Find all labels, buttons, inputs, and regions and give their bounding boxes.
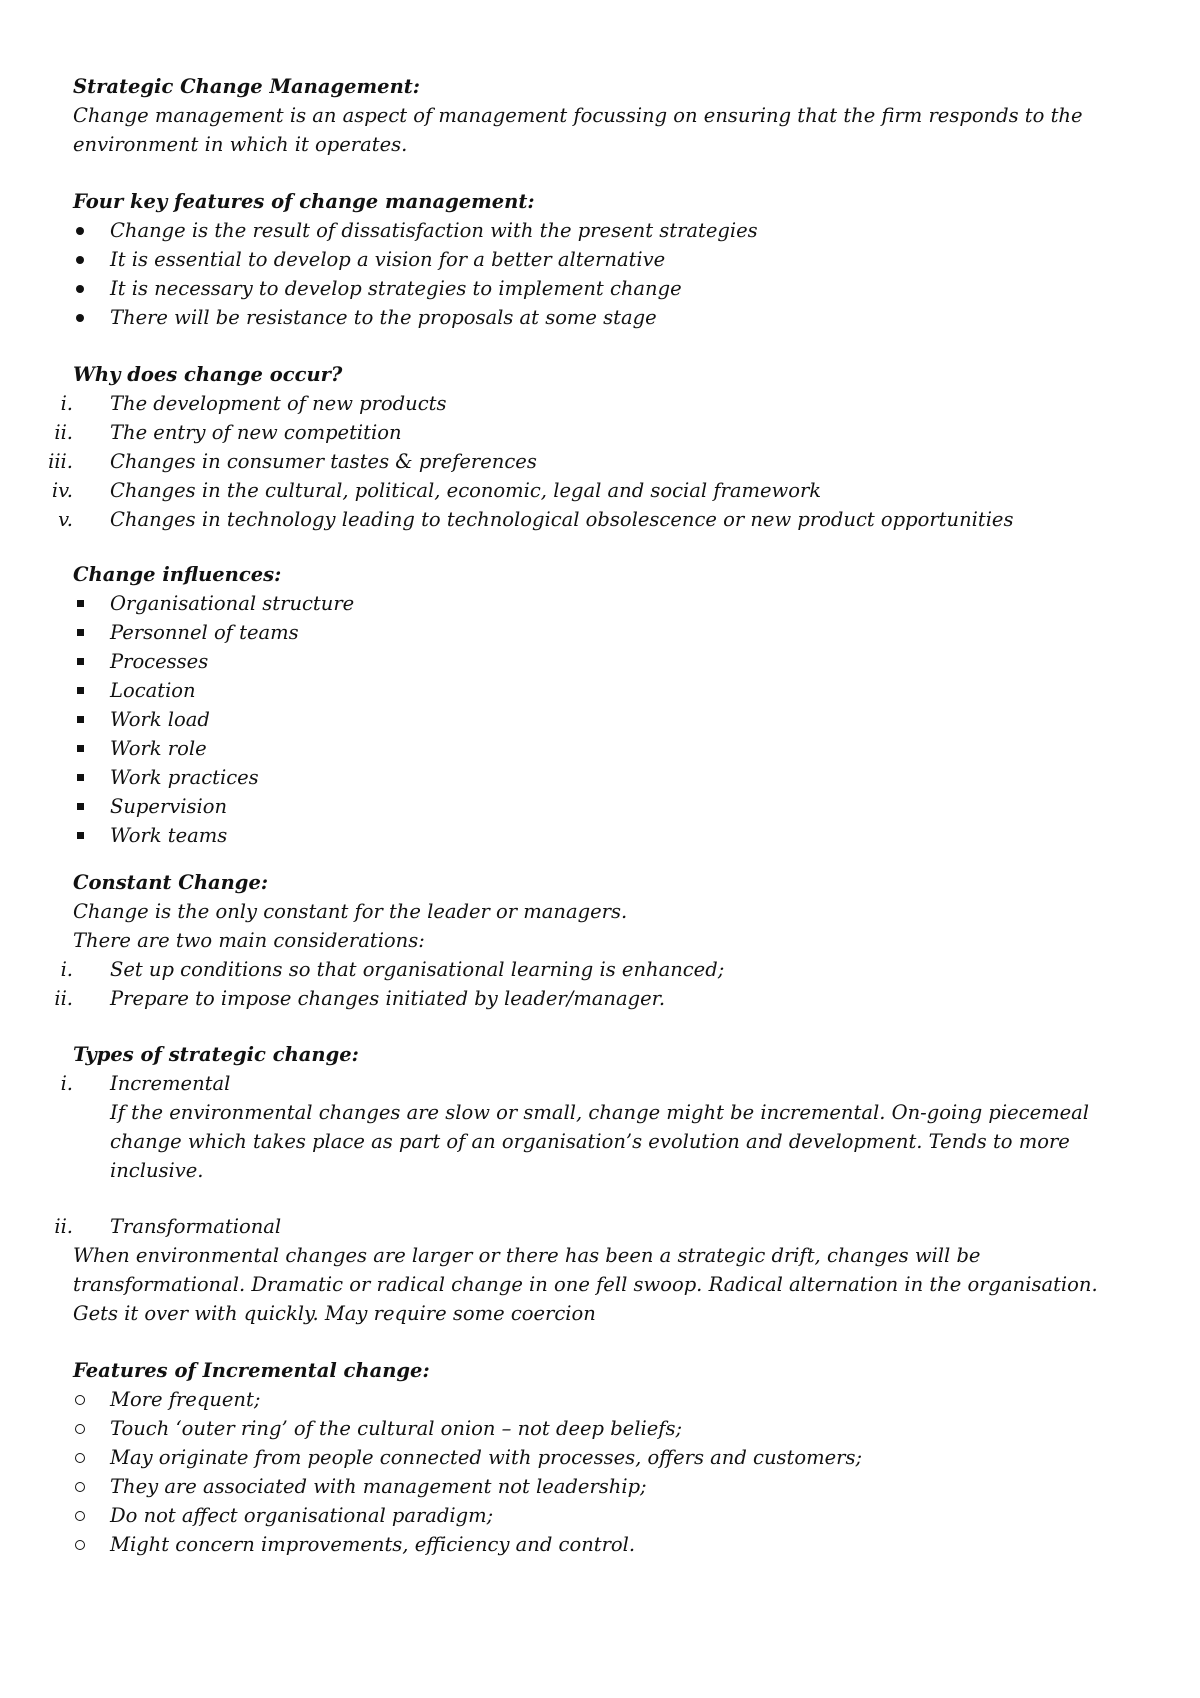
paragraph-line: Change is the only constant for the leader or managers.: [73, 900, 628, 923]
section-constant-change: [0, 868, 1200, 1013]
section-strategic-change-management: [0, 72, 1200, 159]
paragraph-line: If the environmental changes are slow or small, change might be incremental. On-going piecemeal: [110, 1101, 1090, 1124]
numbered-item: [0, 984, 1200, 1013]
paragraph-line: When environmental changes are larger or there has been a strategic drift, changes will be: [73, 1244, 981, 1267]
bullet-item: [0, 216, 1200, 245]
roman-numeral: ii.: [54, 987, 73, 1010]
bullet-item: [0, 1501, 1200, 1530]
section-transformational: [0, 1212, 1200, 1328]
bullet-text: Work load: [110, 708, 210, 731]
bullet-text: Work practices: [110, 766, 259, 789]
bullet-text: Change is the result of dissatisfaction with the present strategies: [110, 219, 758, 242]
numbered-item: [0, 1069, 1200, 1098]
square-bullet-icon: [77, 745, 84, 752]
section-change-influences: [0, 560, 1200, 850]
section-heading: Features of Incremental change:: [73, 1359, 430, 1382]
paragraph-line: Change management is an aspect of management focussing on ensuring that the firm responds to the: [73, 104, 1083, 127]
section-four-key-features: [0, 187, 1200, 332]
bullet-item: [0, 1414, 1200, 1443]
bullet-item: [0, 618, 1200, 647]
circle-bullet-icon: [75, 1511, 85, 1521]
bullet-item: [0, 1530, 1200, 1559]
bullet-dot-icon: [76, 285, 84, 293]
roman-numeral: i.: [60, 1072, 73, 1095]
numbered-text: Transformational: [110, 1215, 282, 1238]
roman-numeral: v.: [58, 508, 73, 531]
bullet-dot-icon: [76, 256, 84, 264]
circle-bullet-icon: [75, 1453, 85, 1463]
square-bullet-icon: [77, 716, 84, 723]
numbered-text: Incremental: [110, 1072, 231, 1095]
bullet-text: More frequent;: [110, 1388, 261, 1411]
bullet-item: [0, 792, 1200, 821]
roman-numeral: ii.: [54, 421, 73, 444]
section-types-of-strategic-change: [0, 1040, 1200, 1185]
bullet-item: [0, 1385, 1200, 1414]
square-bullet-icon: [77, 658, 84, 665]
section-heading: Four key features of change management:: [73, 190, 535, 213]
bullet-text: It is essential to develop a vision for a better alternative: [110, 248, 666, 271]
roman-numeral: i.: [60, 958, 73, 981]
numbered-text: Prepare to impose changes initiated by leader/manager.: [110, 987, 666, 1010]
circle-bullet-icon: [75, 1540, 85, 1550]
bullet-text: May originate from people connected with processes, offers and customers;: [110, 1446, 863, 1469]
roman-numeral: iv.: [51, 479, 73, 502]
circle-bullet-icon: [75, 1395, 85, 1405]
bullet-text: Organisational structure: [110, 592, 355, 615]
section-why-change-occurs: [0, 360, 1200, 534]
bullet-item: [0, 303, 1200, 332]
bullet-item: [0, 763, 1200, 792]
numbered-item: [0, 418, 1200, 447]
bullet-text: Touch ‘outer ring’ of the cultural onion – not deep beliefs;: [110, 1417, 683, 1440]
roman-numeral: iii.: [48, 450, 73, 473]
bullet-item: [0, 245, 1200, 274]
bullet-text: It is necessary to develop strategies to implement change: [110, 277, 682, 300]
bullet-text: Personnel of teams: [110, 621, 299, 644]
numbered-item: [0, 389, 1200, 418]
numbered-text: Set up conditions so that organisational learning is enhanced;: [110, 958, 725, 981]
paragraph-line: inclusive.: [110, 1159, 204, 1182]
paragraph-line: environment in which it operates.: [73, 133, 408, 156]
circle-bullet-icon: [75, 1424, 85, 1434]
square-bullet-icon: [77, 629, 84, 636]
square-bullet-icon: [77, 774, 84, 781]
square-bullet-icon: [77, 687, 84, 694]
numbered-text: Changes in technology leading to technological obsolescence or new product opportunities: [110, 508, 1014, 531]
numbered-text: The entry of new competition: [110, 421, 402, 444]
bullet-text: Do not affect organisational paradigm;: [110, 1504, 494, 1527]
numbered-item: [0, 505, 1200, 534]
square-bullet-icon: [77, 600, 84, 607]
bullet-text: Processes: [110, 650, 209, 673]
numbered-text: The development of new products: [110, 392, 447, 415]
bullet-text: Work teams: [110, 824, 228, 847]
bullet-text: Supervision: [110, 795, 228, 818]
paragraph-line: There are two main considerations:: [73, 929, 425, 952]
bullet-item: [0, 821, 1200, 850]
bullet-text: Might concern improvements, efficiency and control.: [110, 1533, 636, 1556]
bullet-text: Location: [110, 679, 196, 702]
bullet-item: [0, 1443, 1200, 1472]
numbered-text: Changes in consumer tastes & preferences: [110, 450, 537, 473]
bullet-text: There will be resistance to the proposals at some stage: [110, 306, 657, 329]
numbered-item: [0, 955, 1200, 984]
circle-bullet-icon: [75, 1482, 85, 1492]
bullet-item: [0, 734, 1200, 763]
numbered-text: Changes in the cultural, political, economic, legal and social framework: [110, 479, 822, 502]
paragraph-line: transformational. Dramatic or radical change in one fell swoop. Radical alternation in the organisation.: [73, 1273, 1098, 1296]
numbered-item: [0, 1212, 1200, 1241]
paragraph-line: Gets it over with quickly. May require some coercion: [73, 1302, 596, 1325]
bullet-item: [0, 1472, 1200, 1501]
section-heading: Constant Change:: [73, 871, 269, 894]
numbered-item: [0, 476, 1200, 505]
bullet-item: [0, 676, 1200, 705]
bullet-dot-icon: [76, 227, 84, 235]
square-bullet-icon: [77, 803, 84, 810]
section-heading: Strategic Change Management:: [73, 75, 420, 98]
bullet-text: They are associated with management not leadership;: [110, 1475, 647, 1498]
section-features-incremental-change: [0, 1356, 1200, 1559]
bullet-item: [0, 274, 1200, 303]
paragraph-line: change which takes place as part of an organisation’s evolution and development. Tends to more: [110, 1130, 1070, 1153]
bullet-text: Work role: [110, 737, 207, 760]
section-heading: Change influences:: [73, 563, 282, 586]
bullet-item: [0, 647, 1200, 676]
roman-numeral: i.: [60, 392, 73, 415]
section-heading: Why does change occur?: [73, 363, 343, 386]
bullet-item: [0, 705, 1200, 734]
section-heading: Types of strategic change:: [73, 1043, 359, 1066]
numbered-item: [0, 447, 1200, 476]
bullet-item: [0, 589, 1200, 618]
bullet-dot-icon: [76, 314, 84, 322]
square-bullet-icon: [77, 832, 84, 839]
roman-numeral: ii.: [54, 1215, 73, 1238]
